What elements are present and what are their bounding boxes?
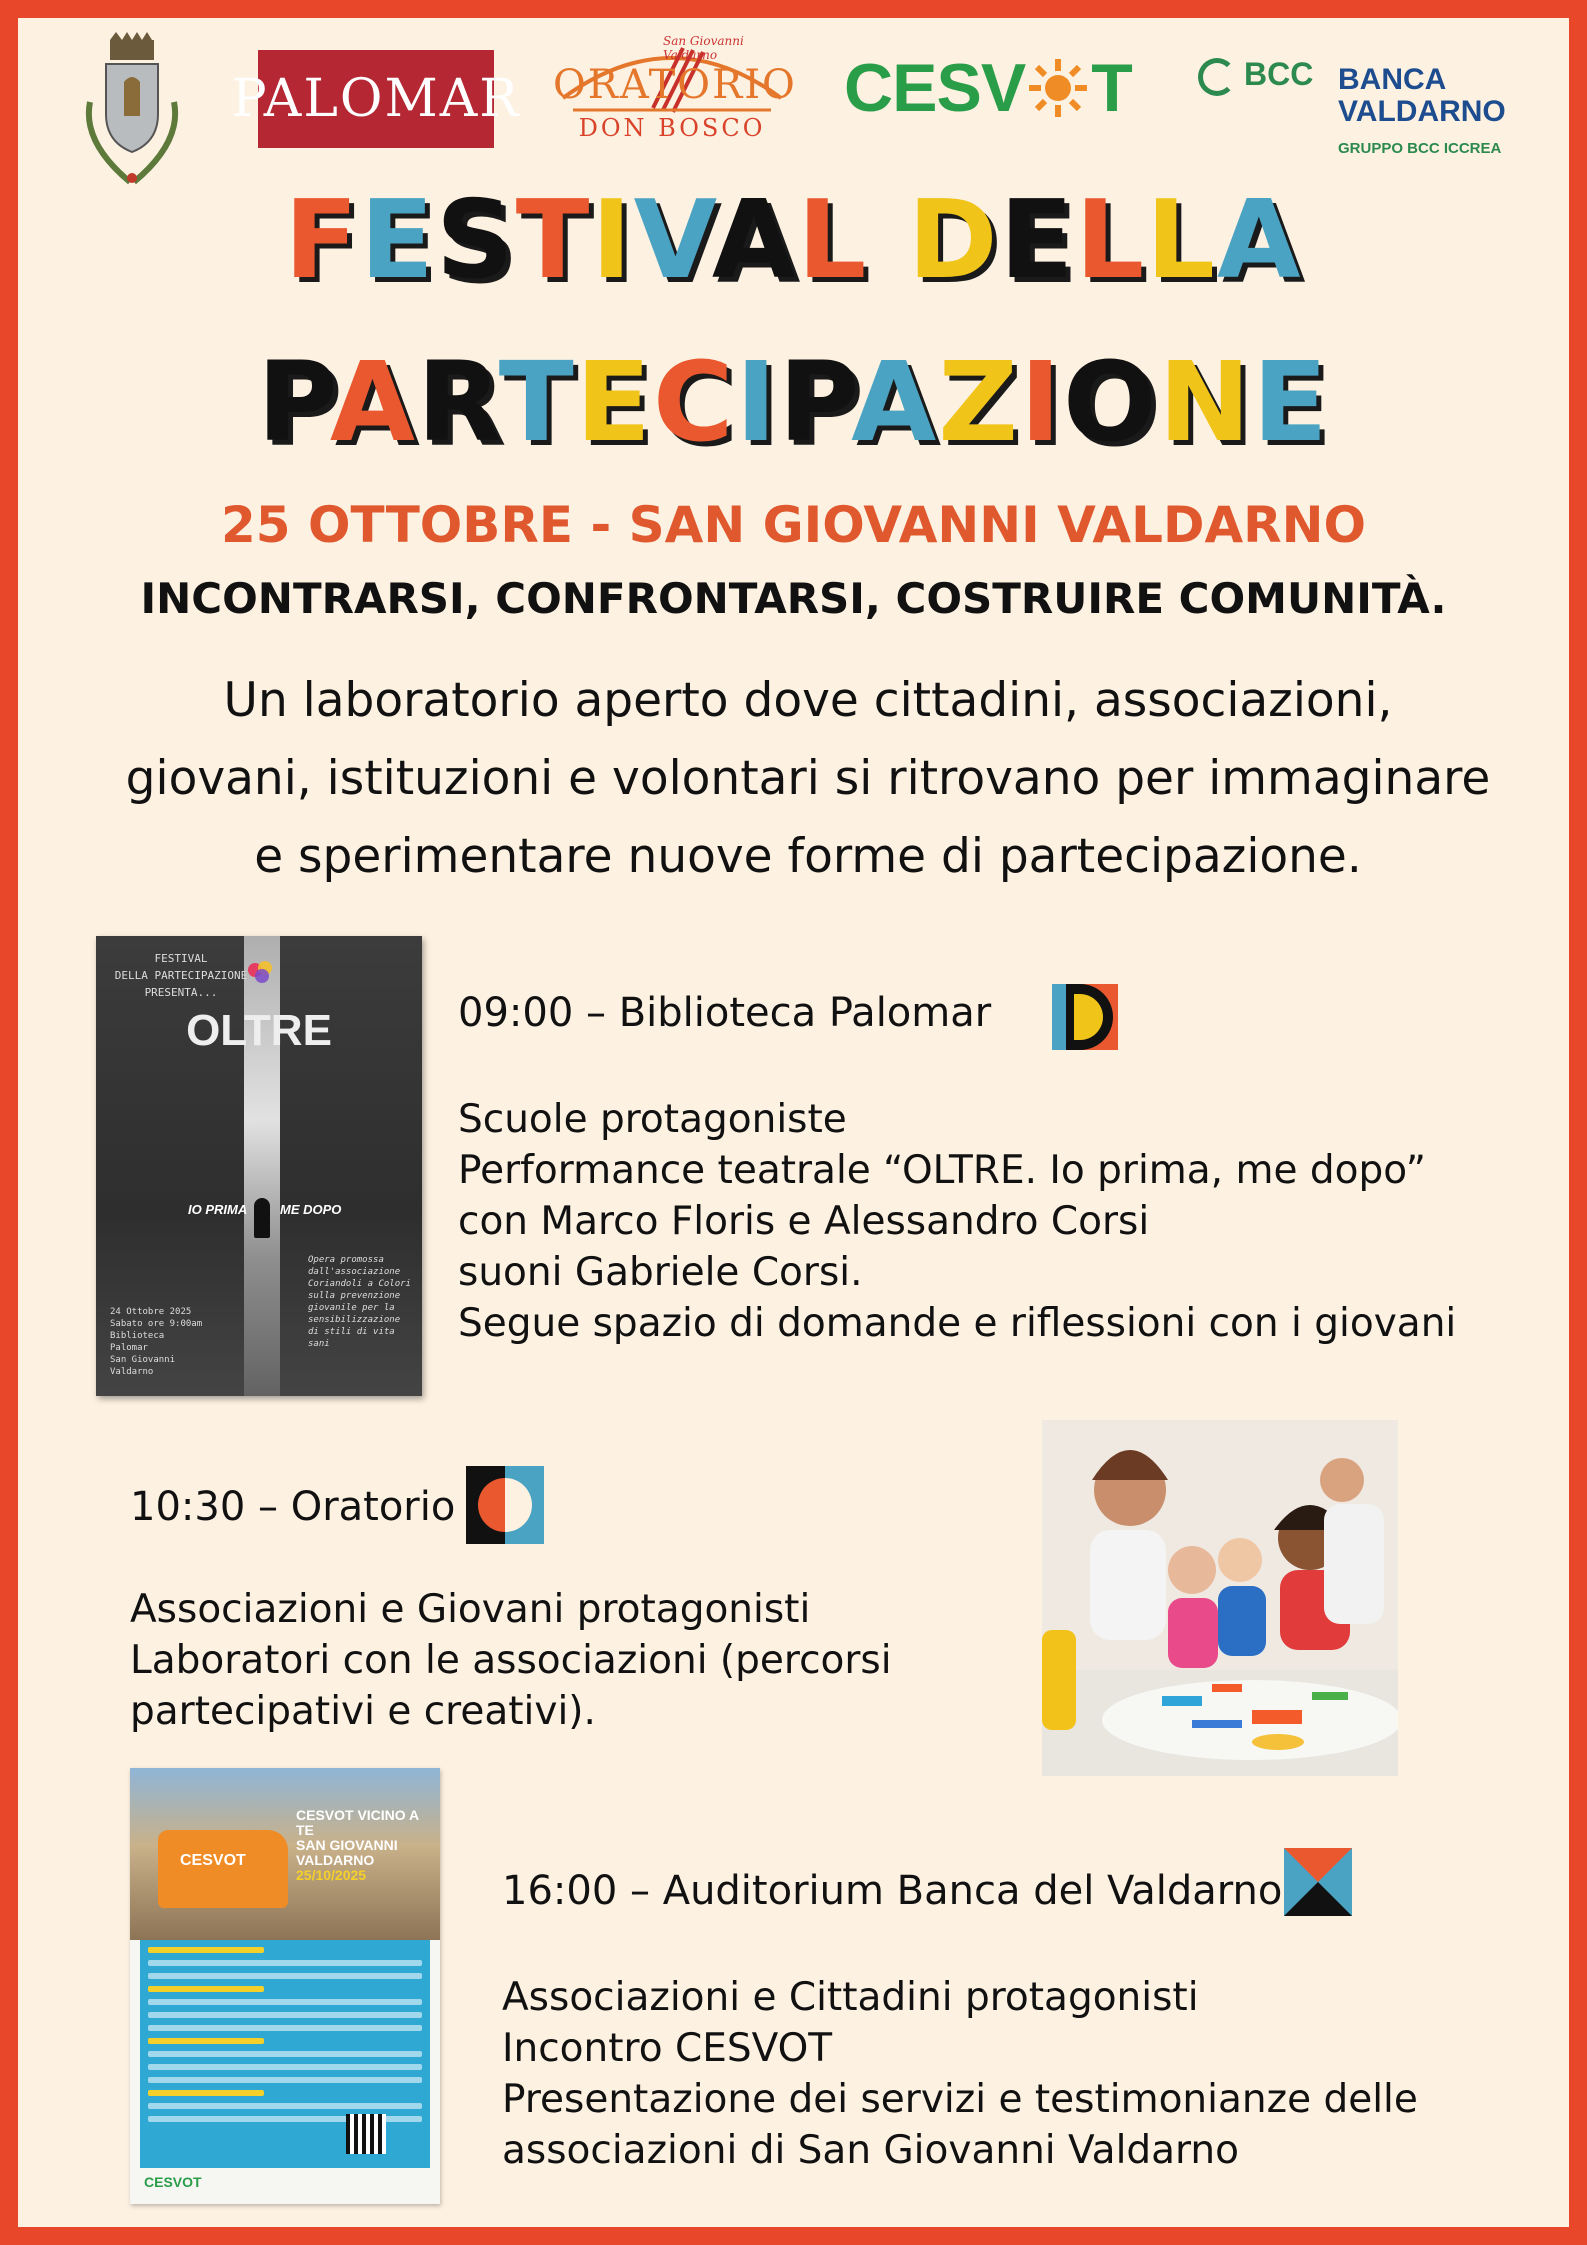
- title-line2-letter: C: [652, 338, 736, 466]
- session-line: Presentazione dei servizi e testimonianze delle: [502, 2077, 1418, 2122]
- oratorio-logo-line2: DON BOSCO: [578, 114, 766, 142]
- geometric-circle-icon: [466, 1466, 544, 1544]
- title-line1-letter: L: [1146, 178, 1217, 303]
- person-silhouette-icon: [254, 1198, 270, 1238]
- festival-title-line2: [18, 338, 1569, 466]
- oratorio-logo-line1: ORATORIO: [553, 62, 797, 108]
- poster-info-line: Valdarno: [110, 1367, 154, 1377]
- title-line2-letter: I: [735, 338, 779, 466]
- event-dateline: 25 OTTOBRE - SAN GIOVANNI VALDARNO: [220, 496, 1367, 554]
- title-line2-letter: N: [1158, 338, 1253, 466]
- banca-line2: VALDARNO: [1338, 95, 1506, 128]
- title-line1-letter: A: [1217, 178, 1303, 303]
- session-line: partecipativi e creativi).: [130, 1689, 596, 1734]
- title-line2-letter: P: [257, 338, 330, 466]
- cesvot-logo-left: CESV: [844, 50, 1026, 126]
- title-line1-letter: I: [591, 178, 634, 303]
- event-tagline: INCONTRARSI, CONFRONTARSI, COSTRUIRE COMUNITÀ.: [140, 574, 1447, 623]
- cesvot-poster-date: 25/10/2025: [296, 1867, 367, 1883]
- cesvot-poster-head1: CESVOT VICINO A TE: [296, 1807, 419, 1838]
- session-1-details: [458, 1094, 1456, 1349]
- poster-head: [106, 950, 256, 1001]
- session-line: Scuole protagoniste: [458, 1097, 847, 1142]
- comune-coat-of-arms-icon: [72, 32, 192, 192]
- poster-info-line: San Giovanni: [110, 1355, 176, 1365]
- intro-line: giovani, istituzioni e volontari si ritrovano per immaginare: [125, 751, 1491, 806]
- bcc-mark: [1198, 56, 1313, 96]
- cesvot-logo-right: T: [1091, 50, 1132, 126]
- intro-paragraph: [78, 662, 1538, 896]
- session-line: Associazioni e Giovani protagonisti: [130, 1587, 811, 1632]
- session-line: Segue spazio di domande e riflessioni con i giovani: [458, 1301, 1457, 1346]
- banca-group: GRUPPO BCC ICCREA: [1338, 140, 1502, 157]
- title-line1-letter: V: [633, 178, 712, 303]
- title-line2-letter: E: [575, 338, 653, 466]
- qr-code-icon: [346, 2114, 386, 2154]
- title-line1-letter: [868, 178, 908, 303]
- title-line2-letter: A: [329, 338, 417, 466]
- bcc-c-icon: [1198, 58, 1236, 96]
- title-line1-letter: E: [360, 178, 436, 303]
- session-1-heading: 09:00 – Biblioteca Palomar: [458, 990, 992, 1036]
- cesvot-logo: [844, 48, 1154, 128]
- title-line1-letter: F: [284, 178, 361, 303]
- title-line2-letter: E: [1252, 338, 1330, 466]
- session-3-heading: 16:00 – Auditorium Banca del Valdarno: [502, 1868, 1283, 1914]
- oratorio-tagline: San Giovanni Valdarno: [663, 34, 744, 62]
- title-line2-letter: T: [498, 338, 576, 466]
- banca-valdarno-logo: [1198, 40, 1538, 160]
- title-line2-letter: Z: [938, 338, 1021, 466]
- sun-icon: [1027, 57, 1089, 119]
- poster-info-line: Biblioteca: [110, 1331, 165, 1341]
- colorful-dots-icon: [246, 960, 276, 984]
- session-2-heading: 10:30 – Oratorio: [130, 1484, 456, 1530]
- session-line: Laboratori con le associazioni (percorsi: [130, 1638, 892, 1683]
- poster-io-prima: IO PRIMA: [188, 1202, 248, 1217]
- title-line1-letter: T: [515, 178, 592, 303]
- poster-head-line: FESTIVAL: [154, 952, 208, 965]
- poster-page: [18, 18, 1569, 2227]
- oltre-poster-image: [96, 936, 422, 1396]
- poster-description: Opera promossa dall'associazione Coriandoli a Colori sulla prevenzione giovanile per la sensibilizzazione di stili di vita sani: [308, 1255, 411, 1349]
- session-line: Incontro CESVOT: [502, 2026, 833, 2071]
- poster-title: OLTRE: [186, 1006, 332, 1055]
- title-line1-letter: S: [435, 178, 516, 303]
- intro-line: e sperimentare nuove forme di partecipazione.: [254, 829, 1362, 884]
- session-line: associazioni di San Giovanni Valdarno: [502, 2128, 1239, 2173]
- title-line1-letter: E: [999, 178, 1076, 303]
- title-line1-letter: L: [797, 178, 869, 303]
- cesvot-poster-heading: [296, 1808, 432, 1883]
- cesvot-poster-head2: SAN GIOVANNI VALDARNO: [296, 1837, 398, 1868]
- cesvot-poster-image: [130, 1768, 440, 2204]
- intro-line: Un laboratorio aperto dove cittadini, associazioni,: [223, 673, 1393, 728]
- title-line2-letter: I: [1020, 338, 1063, 466]
- session-2-details: [130, 1584, 892, 1737]
- cesvot-poster-program: [140, 1940, 430, 2168]
- children-playing-photo: [1042, 1420, 1398, 1776]
- poster-info: [110, 1306, 230, 1378]
- geometric-hourglass-icon: [1284, 1848, 1352, 1916]
- title-line2-letter: P: [778, 338, 852, 466]
- van-label: CESVOT: [180, 1852, 246, 1869]
- poster-info-line: Sabato ore 9:00am: [110, 1319, 203, 1329]
- palomar-logo: PALOMAR: [258, 50, 494, 148]
- session-3-details: [502, 1972, 1418, 2176]
- poster-head-line: DELLA PARTECIPAZIONE: [114, 969, 248, 982]
- title-line1-letter: D: [907, 178, 1000, 303]
- poster-me-dopo: ME DOPO: [280, 1202, 342, 1217]
- session-line: suoni Gabriele Corsi.: [458, 1250, 863, 1295]
- poster-info-line: 24 Ottobre 2025: [110, 1307, 192, 1317]
- festival-title-line1: [18, 178, 1569, 303]
- poster-head-line: PRESENTA...: [144, 986, 218, 999]
- van-image: [158, 1830, 288, 1908]
- banca-line1: BANCA: [1338, 63, 1447, 96]
- geometric-d-icon: [1052, 984, 1118, 1050]
- banca-name: [1338, 64, 1506, 128]
- session-line: Associazioni e Cittadini protagonisti: [502, 1975, 1199, 2020]
- session-line: con Marco Floris e Alessandro Corsi: [458, 1199, 1150, 1244]
- session-line: Performance teatrale “OLTRE. Io prima, me dopo”: [458, 1148, 1426, 1193]
- bcc-text: BCC: [1244, 56, 1314, 92]
- title-line1-letter: A: [711, 178, 798, 303]
- title-line2-letter: R: [416, 338, 499, 466]
- cesvot-poster-footer: CESVOT: [144, 2174, 202, 2190]
- title-line2-letter: O: [1062, 338, 1159, 466]
- light-beam: [244, 936, 280, 1396]
- title-line1-letter: L: [1075, 178, 1147, 303]
- title-line2-letter: A: [851, 338, 939, 466]
- oratorio-don-bosco-logo: [553, 28, 797, 148]
- poster-info-line: Palomar: [110, 1343, 148, 1353]
